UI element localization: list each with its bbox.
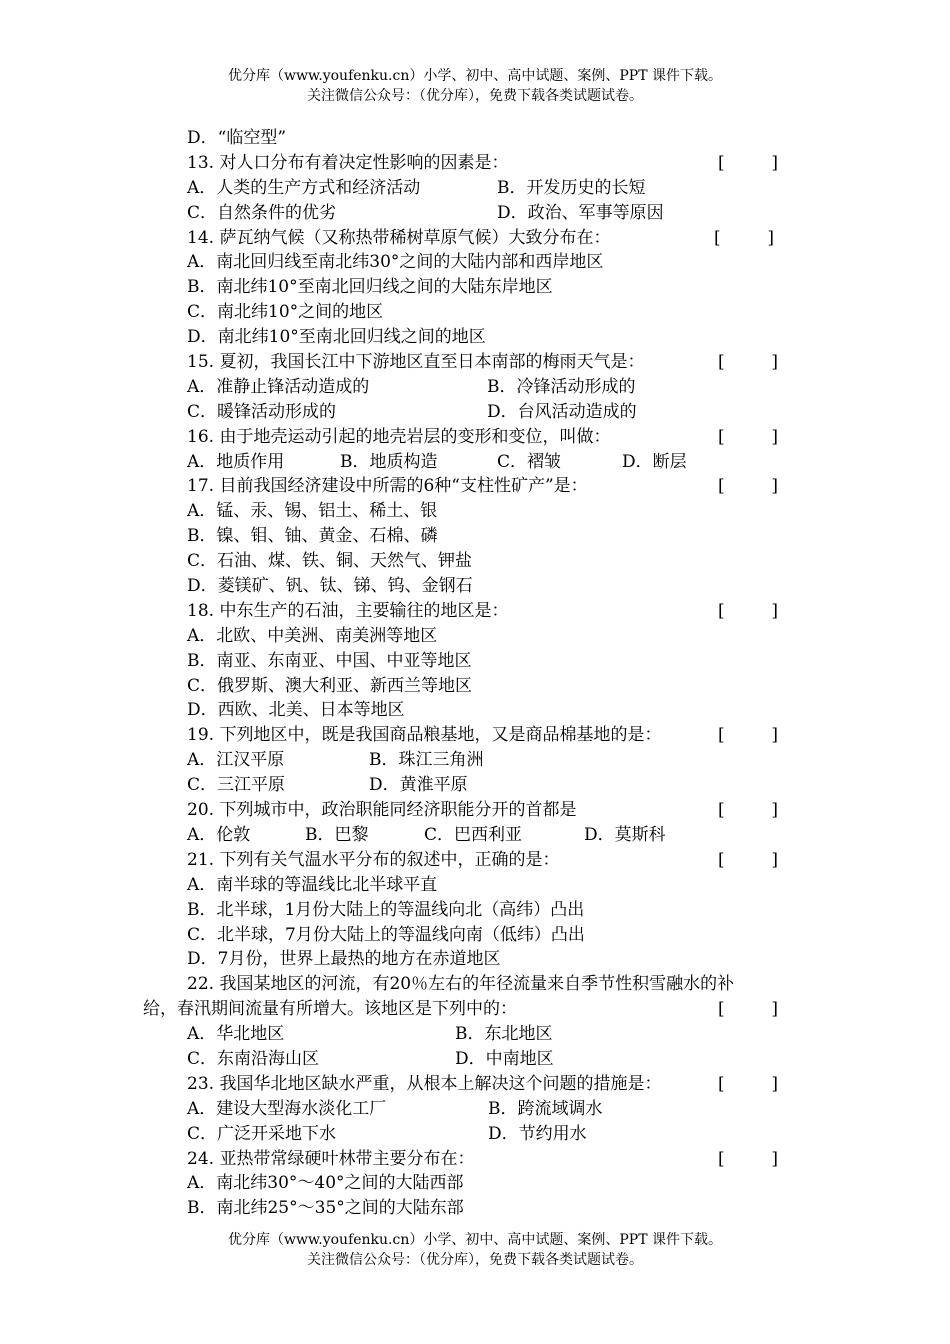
option-b: B．南北纬25°～35°之间的大陆东部 xyxy=(187,1198,464,1219)
question-23-options-row-2 xyxy=(187,1122,807,1147)
question-22-stem: 22. 我国某地区的河流，有20％左右的年径流量来自季节性积雪融水的补 xyxy=(187,974,735,995)
option-a: A．北欧、中美洲、南美洲等地区 xyxy=(187,625,438,646)
option-b: B．开发历史的长短 xyxy=(497,177,646,198)
option-b: B．南北纬10°至南北回归线之间的大陆东岸地区 xyxy=(187,277,553,298)
answer-bracket[interactable]: [ ] xyxy=(718,849,778,870)
question-19-options-row-2 xyxy=(187,773,807,798)
question-16-options xyxy=(187,450,807,475)
question-22-options-row-2 xyxy=(187,1047,807,1072)
option-b: B．跨流域调水 xyxy=(488,1098,603,1119)
option-d: D．7月份，世界上最热的地方在赤道地区 xyxy=(187,949,501,970)
answer-bracket[interactable]: [ ] xyxy=(718,800,778,821)
option-a: A．南北回归线至南北纬30°之间的大陆内部和西岸地区 xyxy=(187,252,604,273)
footer-line-1: 优分库（www.youfenku.cn）小学、初中、高中试题、案例、PPT 课件下载。 xyxy=(227,1232,722,1248)
answer-bracket[interactable]: [ ] xyxy=(714,227,774,248)
answer-bracket[interactable]: [ ] xyxy=(718,152,778,173)
question-23-options-row-1 xyxy=(187,1097,807,1122)
option-a: A．地质作用 xyxy=(187,451,285,472)
option-a: A．江汉平原 xyxy=(187,750,285,771)
option-d: D．菱镁矿、钒、钛、锑、钨、金钢石 xyxy=(187,576,473,597)
option-c: C．自然条件的优劣 xyxy=(187,202,337,223)
page-footer xyxy=(0,1230,950,1270)
option-a: A．南北纬30°～40°之间的大陆西部 xyxy=(187,1173,464,1194)
option-a: A．华北地区 xyxy=(187,1024,285,1045)
answer-bracket[interactable]: [ ] xyxy=(718,352,778,373)
option-b: B．地质构造 xyxy=(340,451,438,472)
option-b: B．北半球，1月份大陆上的等温线向北（高纬）凸出 xyxy=(187,899,585,920)
option-a: A．人类的生产方式和经济活动 xyxy=(187,177,421,198)
option-d: D．西欧、北美、日本等地区 xyxy=(187,700,405,721)
footer-line-2: 关注微信公众号：（优分库），免费下载各类试题试卷。 xyxy=(307,1252,643,1268)
question-15-stem: 15. 夏初，我国长江中下游地区直至日本南部的梅雨天气是： [ ] xyxy=(187,350,807,375)
option-a: A．伦敦 xyxy=(187,824,251,845)
option-c: C．巴西利亚 xyxy=(424,824,523,845)
answer-bracket[interactable]: [ ] xyxy=(718,1073,778,1094)
question-13-stem: 13. 对人口分布有着决定性影响的因素是： [ ] xyxy=(187,151,807,176)
option-d: D．黄淮平原 xyxy=(369,775,468,796)
option-b: B．东北地区 xyxy=(455,1024,553,1045)
option-c: C．南北纬10°之间的地区 xyxy=(187,302,384,323)
answer-bracket[interactable]: [ ] xyxy=(718,999,778,1020)
answer-bracket[interactable]: [ ] xyxy=(718,1148,778,1169)
option-b: B．巴黎 xyxy=(305,824,369,845)
option-c: C．褶皱 xyxy=(497,451,562,472)
question-20-stem: 20. 下列城市中，政治职能同经济职能分开的首都是 [ ] xyxy=(187,798,807,823)
answer-bracket[interactable]: [ ] xyxy=(718,725,778,746)
option-c: C．北半球，7月份大陆上的等温线向南（低纬）凸出 xyxy=(187,924,585,945)
question-21-stem: 21. 下列有关气温水平分布的叙述中，正确的是： [ ] xyxy=(187,848,807,873)
prev-option-d: D．“临空型” xyxy=(187,128,287,148)
option-c: C．三江平原 xyxy=(187,775,286,796)
option-d: D．政治、军事等原因 xyxy=(497,202,664,223)
answer-bracket[interactable]: [ ] xyxy=(718,426,778,447)
header-line-1: 优分库（www.youfenku.cn）小学、初中、高中试题、案例、PPT 课件下载。 xyxy=(227,68,722,84)
option-b: B．南亚、东南亚、中国、中亚等地区 xyxy=(187,650,472,671)
question-13-options-row-1 xyxy=(187,176,807,201)
option-c: C．俄罗斯、澳大利亚、新西兰等地区 xyxy=(187,675,473,696)
question-19-stem: 19. 下列地区中，既是我国商品粮基地，又是商品棉基地的是： [ ] xyxy=(187,723,807,748)
question-14-stem: 14. 萨瓦纳气候（又称热带稀树草原气候）大致分布在： [ ] xyxy=(187,226,807,251)
option-d: D．节约用水 xyxy=(488,1123,587,1144)
option-c: C．广泛开采地下水 xyxy=(187,1123,337,1144)
question-15-options-row-1 xyxy=(187,375,807,400)
question-20-options xyxy=(187,823,807,848)
exam-content xyxy=(143,126,807,1221)
question-19-options-row-1 xyxy=(187,748,807,773)
option-c: C．东南沿海山区 xyxy=(187,1048,320,1069)
option-b: B．珠江三角洲 xyxy=(369,750,484,771)
option-d: D．台风活动造成的 xyxy=(487,401,637,422)
option-b: B．冷锋活动形成的 xyxy=(487,376,636,397)
answer-bracket[interactable]: [ ] xyxy=(718,600,778,621)
question-15-options-row-2 xyxy=(187,400,807,425)
question-18-stem: 18. 中东生产的石油，主要输往的地区是： [ ] xyxy=(187,599,807,624)
question-17-stem: 17. 目前我国经济建设中所需的6种“支柱性矿产”是： [ ] xyxy=(187,474,807,499)
option-d: D．莫斯科 xyxy=(584,824,666,845)
question-23-stem: 23. 我国华北地区缺水严重，从根本上解决这个问题的措施是： [ ] xyxy=(187,1072,807,1097)
option-d: D．断层 xyxy=(622,451,687,472)
option-a: A．南半球的等温线比北半球平直 xyxy=(187,874,438,895)
option-d: D．南北纬10°至南北回归线之间的地区 xyxy=(187,327,486,348)
question-22-stem-cont: 给，春汛期间流量有所增大。该地区是下列中的： [ ] xyxy=(143,997,807,1022)
option-c: C．石油、煤、铁、铜、天然气、钾盐 xyxy=(187,551,473,572)
option-c: C．暖锋活动形成的 xyxy=(187,401,337,422)
page-header xyxy=(0,66,950,106)
option-b: B．镍、钼、铀、黄金、石棉、磷 xyxy=(187,526,438,547)
question-13-options-row-2 xyxy=(187,201,807,226)
option-a: A．建设大型海水淡化工厂 xyxy=(187,1098,387,1119)
option-d: D．中南地区 xyxy=(455,1048,554,1069)
option-a: A．准静止锋活动造成的 xyxy=(187,376,370,397)
header-line-2: 关注微信公众号：（优分库），免费下载各类试题试卷。 xyxy=(307,88,643,104)
answer-bracket[interactable]: [ ] xyxy=(718,476,778,497)
question-22-options-row-1 xyxy=(187,1022,807,1047)
option-a: A．锰、汞、锡、铝土、稀土、银 xyxy=(187,501,438,522)
question-24-stem: 24. 亚热带常绿硬叶林带主要分布在： [ ] xyxy=(187,1147,807,1172)
question-16-stem: 16. 由于地壳运动引起的地壳岩层的变形和变位，叫做： [ ] xyxy=(187,425,807,450)
